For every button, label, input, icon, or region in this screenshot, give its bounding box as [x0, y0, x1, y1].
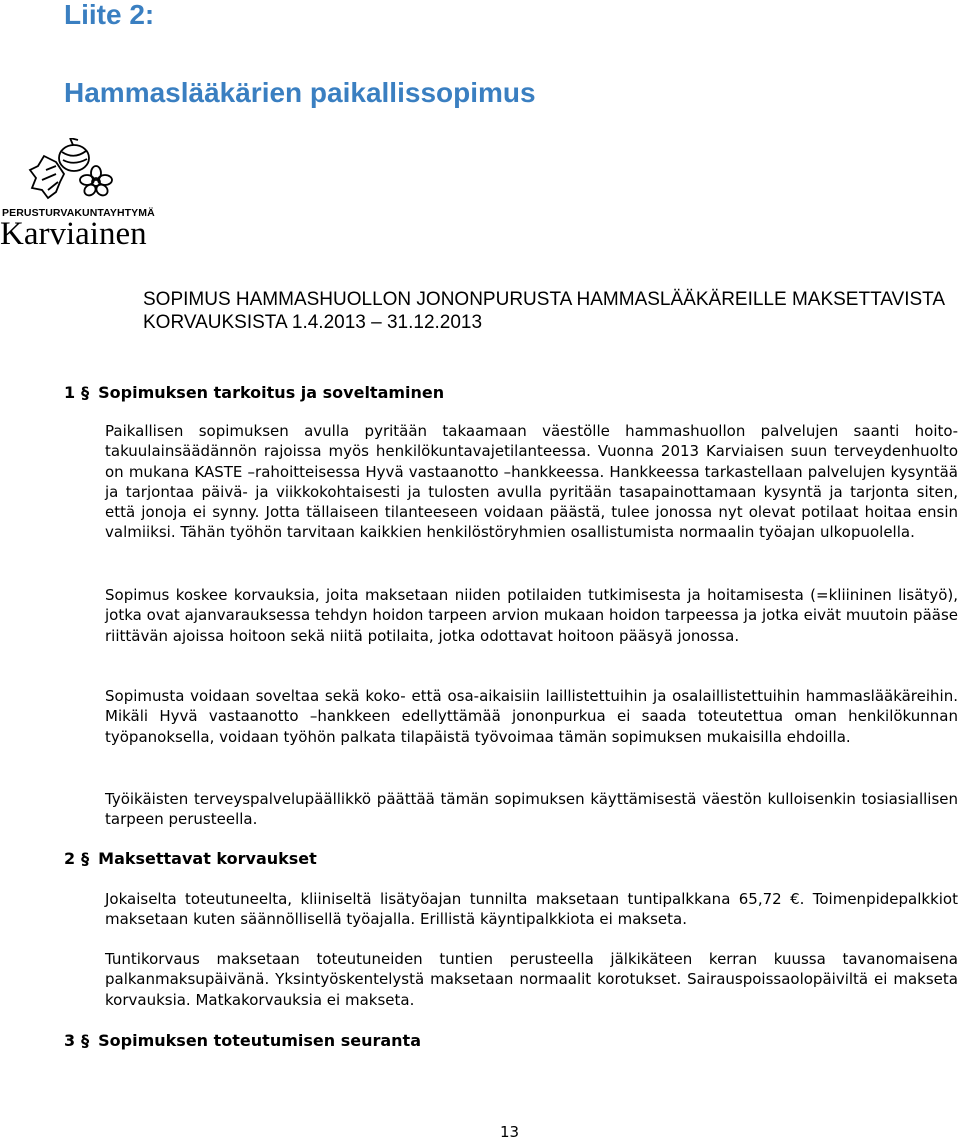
section-title: Sopimuksen tarkoitus ja soveltaminen: [98, 383, 445, 402]
section-2-heading: [64, 849, 317, 869]
section-title: Maksettavat korvaukset: [98, 849, 317, 868]
page-title: Hammaslääkärien paikallissopimus: [64, 77, 536, 108]
section-1-paragraph-3: Sopimusta voidaan soveltaa sekä koko- että osa-aikaisiin laillistettuihin ja osalaillistettuihin hammaslääkäreihin. Mikäli Hyvä vastaanotto –hankkeen edellyttämää jononpurkua ei saada toteutettua oman henkilökunnan työpanoksella, voidaan työhön palkata tilapäistä työvoimaa tämän sopimuksen mukaisilla ehdoilla.: [105, 687, 958, 746]
section-1-paragraph-4: Työikäisten terveyspalvelupäällikkö päättää tämän sopimuksen käyttämisestä väestön kulloisenkin tosiasiallisen tarpeen perusteella.: [105, 790, 958, 829]
section-3-heading: [64, 1031, 421, 1051]
page-number: 13: [500, 1123, 520, 1141]
section-1-heading: [64, 383, 444, 403]
section-sign: §: [81, 849, 90, 868]
logo-org-line: PERUSTURVAKUNTAYHTYMÄ: [2, 207, 155, 219]
section-1-paragraph-1: Paikallisen sopimuksen avulla pyritään takaamaan väestölle hammashuollon palvelujen saanti hoitotakuulainsäädännön rajoissa myös henkilökuntavajetilanteessa. Vuonna 2013 Karviaisen suun terveydenhuolto on mukana KASTE –rahoitteisessa Hyvä vastaanotto –hankkeessa. Hankkeessa tarkastellaan palvelujen kysyntää ja tarjontaa päivä- ja viikkokohtaisesti ja tulosten avulla pyritään tasapainottamaan kysyntä ja tarjonta siten, että jonoja ei synny. Jotta tällaiseen tilanteeseen voidaan päästä, tulee jonossa nyt olevat potilaat hoitaa ensin valmiiksi. Tähän työhön tarvitaan kaikkien henkilöstöryhmien osallistumista normaalin työajan ulkopuolella.: [105, 422, 958, 542]
gooseberry-flower-icon: [26, 138, 126, 204]
section-number: 3: [64, 1031, 76, 1050]
section-number: 2: [64, 849, 76, 868]
karviainen-logo: [0, 138, 155, 256]
logo-name: Karviainen: [0, 216, 147, 252]
section-1-paragraph-2: Sopimus koskee korvauksia, joita maksetaan niiden potilaiden tutkimisesta ja hoitamisesta (=kliininen lisätyö), jotka ovat ajanvarauksessa tehdyn hoidon tarpeen arvion mukaan hoidon tarpeessa ja jotka eivät muutoin pääse riittävän ajoissa hoitoon sekä niitä potilaita, jotka odottavat hoitoon pääsyä jonossa.: [105, 586, 958, 645]
section-2-paragraph-2: Tuntikorvaus maksetaan toteutuneiden tuntien perusteella jälkikäteen kerran kuussa tavanomaisena palkanmaksupäivänä. Yksintyöskentelystä maksetaan normaalit korotukset. Sairauspoissaolopäiviltä ei makseta korvauksia. Matkakorvauksia ei makseta.: [105, 950, 958, 1009]
section-number: 1: [64, 383, 76, 402]
section-2-paragraph-1: Jokaiselta toteutuneelta, kliiniseltä lisätyöajan tunnilta maksetaan tuntipalkkana 65,72 €. Toimenpidepalkkiot maksetaan kuten säännöllisellä työajalla. Erillistä käyntipalkkiota ei makseta.: [105, 890, 958, 929]
section-title: Sopimuksen toteutumisen seuranta: [98, 1031, 421, 1050]
appendix-label: Liite 2:: [64, 0, 155, 30]
document-title: SOPIMUS HAMMASHUOLLON JONONPURUSTA HAMMASLÄÄKÄREILLE MAKSETTAVISTA KORVAUKSISTA 1.4.2013 – 31.12.2013: [143, 289, 944, 333]
section-sign: §: [81, 1031, 90, 1050]
section-sign: §: [81, 383, 90, 402]
